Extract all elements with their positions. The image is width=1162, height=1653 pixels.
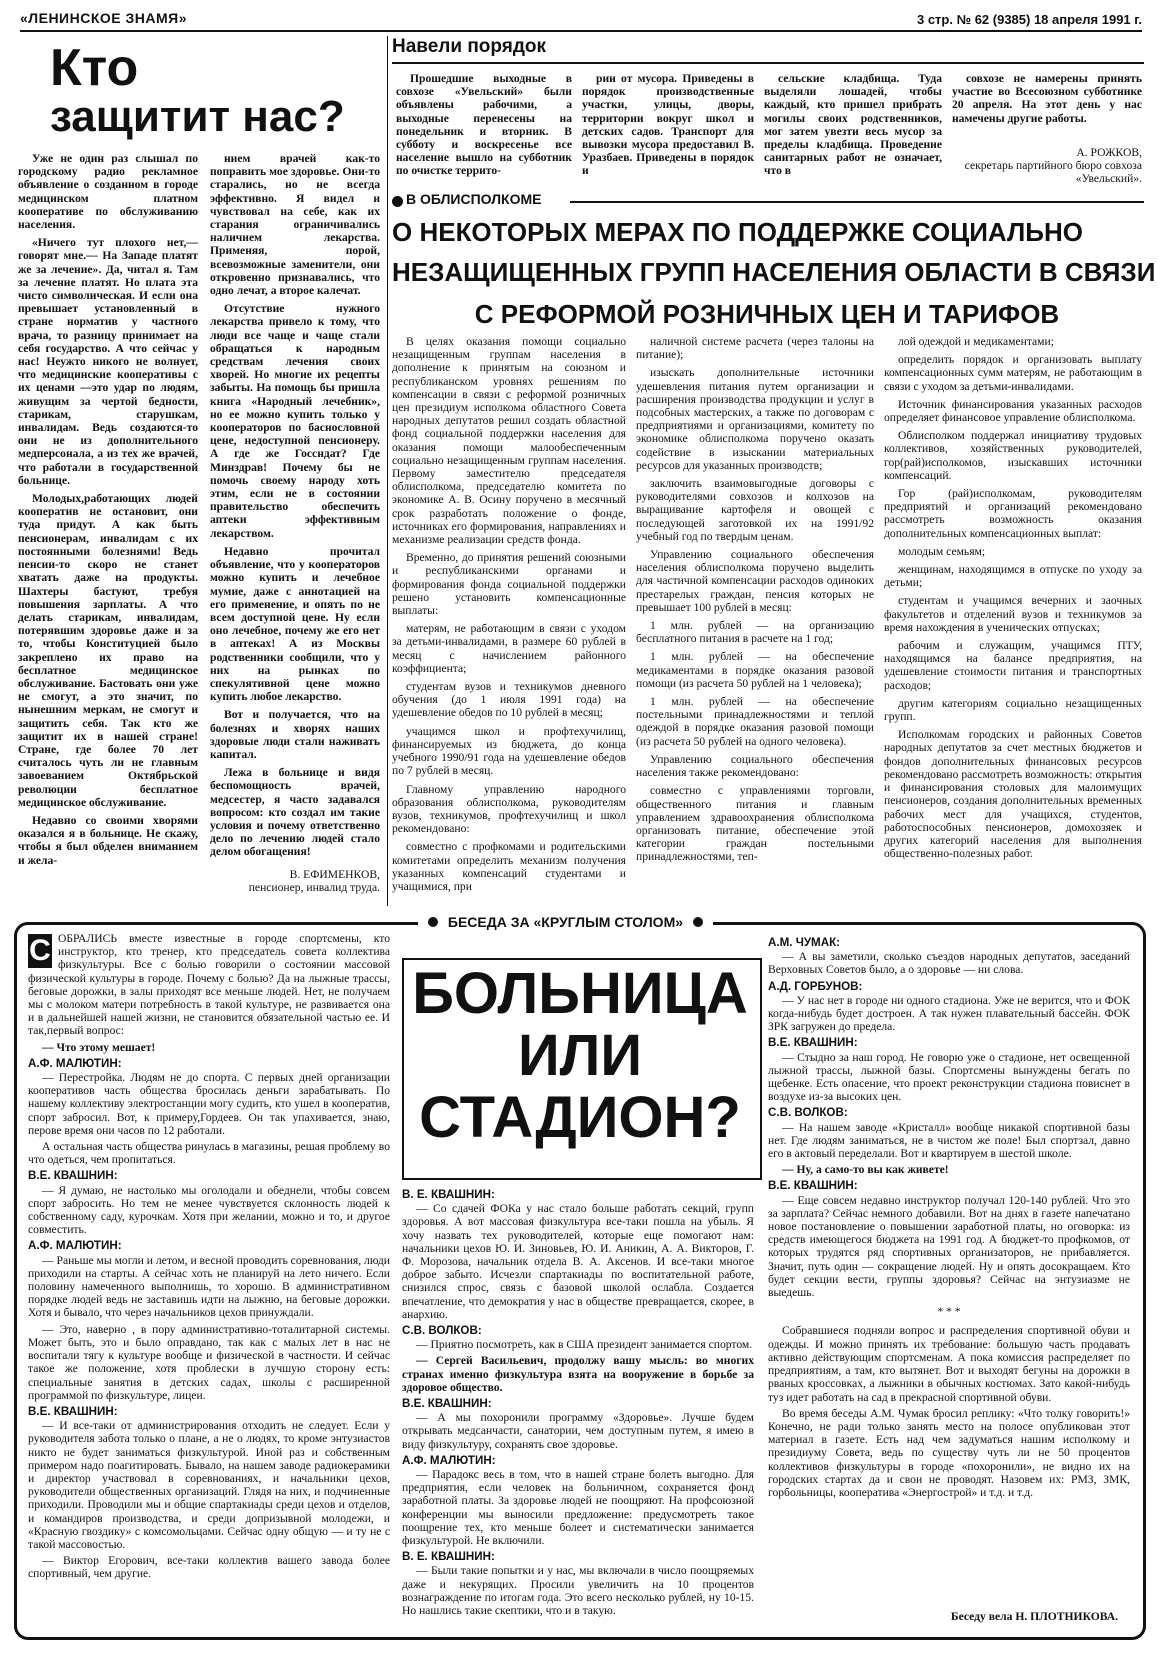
article-measures-title-2: НЕЗАЩИЩЕННЫХ ГРУПП НАСЕЛЕНИЯ ОБЛАСТИ В СВЯЗИ: [392, 257, 1156, 287]
paragraph: Молодых,работающих людей кооператив не остановит, они туда придут. А как быть пенсионерам, инвалидам с их постоянными болезнями! Ведь пенсии-то скоро не станет хватать даже на продукты. Шахтеры бастуют, требуя повышения зарплаты. А что делать старикам, инвалидам, потерявшим здоровье даже и за то, чтобы Конституцией было закреплено их право на бесплатное медицинское обслуживание. Бастовать они уже не смогут, а это значит, по нынешним меркам, не смогут и защитить себя. Так кто же защитит их в нашей стране! Стране, где более 70 лет считалось чуть ли не главным завоеванием Октябрьской революции бесплатное медицинское обслуживание.: [18, 492, 198, 809]
paragraph: — А мы похоронили программу «Здоровье». Лучше будем открывать медсанчасти, санатории, чем доступным путем, я имею в виду физкультуру, сохранять свое здоровье.: [402, 1411, 754, 1451]
author-name: А. РОЖКОВ,: [1076, 146, 1142, 159]
paragraph: — Перестройка. Людям не до спорта. С первых дней организации кооперативов часть общества бросилась деньги зарабатывать. По нашему коллективу электростанции могу судить, кто ушел в кооператив, спорт забросил. Вот, к примеру,Гордеев. Он так упахивается, знаю, перове время они часов по 12 работали.: [28, 1071, 390, 1137]
paragraph: 1 млн. рублей — на обеспечение постельными принадлежностями и теплой одеждой в порядке оказания разовой помощи (из расчета 50 рублей на одного человека).: [636, 695, 874, 748]
speaker-name: В. Е. КВАШНИН:: [402, 1550, 495, 1564]
masthead-issue-info: 3 стр. № 62 (9385) 18 апреля 1991 г.: [916, 12, 1142, 27]
article-order-title: Навели порядок: [392, 36, 547, 57]
article-order-col2: [582, 72, 754, 184]
speaker-name: А.Ф. МАЛЮТИН:: [28, 1239, 122, 1253]
paragraph: совместно с управлениями торговли, общественного питания и главным управлением здравоохранения облисполкома организовать питание, обеспечение этой категории граждан постельными принадлежностями, теп-: [636, 784, 874, 864]
paragraph: 1 млн. рублей — на организацию бесплатного питания в расчете на 1 год;: [636, 619, 874, 646]
paragraph: Недавно прочитал объявление, что у кооператоров можно купить и лечебное мумие, даже с аннотацией на его применение, и опять по не всем доступной цене. Ну если оно лечебное, почему же его нет в аптеках! А из Москвы родственники сообщили, что у них на рынках по спекулятивной цене можно купить любое лекарство.: [210, 544, 380, 704]
paragraph: совместно с профкомами и родительскими комитетами определить механизм получения указанных компенсаций студентами и учащимися, при: [392, 840, 626, 893]
paragraph: изыскать дополнительные источники удешевления питания путем организации и расширения производства продукции и услуг в подсобных мастерских, а также по договорам с предприятиями и организациями, комитету по экономике облисполкома поручено оказать содействие в изыскании материальных ресурсов для указанных производств;: [636, 366, 874, 472]
paragraph: — Еще совсем недавно инструктор получал 120-140 рублей. Что это за зарплата? Сейчас немного добавили. Вот на днях в газете напечатано новое постановление о повышении заработной платы, но оговорка: из средств имеющегося бюджета на 1991 год. А бюджет-то профкомов, от которых трудятся ряд спортивных организаторов, не прибавляется. Значит, путь один — сокращение людей. Ну и опять досокращаем. Кто будет секции вести, группы здоровья? Сейчас на энтузиазме не выедешь.: [768, 1193, 1130, 1300]
article-measures-title-1: О НЕКОТОРЫХ МЕРАХ ПО ПОДДЕРЖКЕ СОЦИАЛЬНО: [392, 217, 1083, 247]
paragraph: [28, 932, 390, 1038]
roundtable-col2: [402, 1186, 754, 1622]
article-protect-title-1: Кто: [50, 39, 139, 97]
paragraph: — Виктор Егорович, все-таки коллектив вашего завода более спортивный, чем другие.: [28, 1554, 390, 1581]
paragraph: наличной системе расчета (через талоны на питание);: [636, 335, 874, 362]
paragraph: Во время беседы А.М. Чумак бросил реплику: «Что толку говорить!» Конечно, не ради только занять место на полосе опубликован этот материал в газете. Есть над чем задуматься нашим исполкому и президиуму Совета, ведь по существу чуть ли не 50 процентов коллективов физкультуры в городе «похоронили», не видно их на городских стартах да и свои не проводят. Назовем их: РМЗ, ЗМК, горбольницы, кооператива «Энергострой» и т.д. и т.д.: [768, 1406, 1130, 1499]
masthead-rule: [20, 30, 1142, 32]
paragraph: молодым семьям;: [898, 544, 986, 558]
paragraph: Исполкомам городских и районных Советов народных депутатов за счет местных бюджетов и фондов дополнительных финансовых ресурсов рекомендовано рассмотреть возможность: открытия и финансирования столовых для малоимущих пенсионеров, создания дополнительных временных рабочих мест для учащихся, студентов, работоспособных пенсионеров, домохозяек и других категорий населения для выполнения общественно-полезных работ.: [884, 728, 1142, 861]
roundtable-col3: [768, 934, 1130, 1606]
speaker-name: В.Е. КВАШНИН:: [402, 1397, 492, 1411]
paragraph: В целях оказания помощи социально незащищенным группам населения в дополнение к принятым на союзном и республиканском уровнях решениям по компенсации в связи с реформой розничных цен президиум исполкома областного Совета народных депутатов решил создать областной фонд социальной поддержки населения для оказания помощи малообеспеченным социально незащищенным группам населения. Первому заместителю председателя облисполкома, председателю комитета по экономике А. В. Осину поручено в месячный срок разработать положение о фонде, источниках его формирования, направлениях и механизме реализации средств фонда.: [392, 335, 626, 547]
paragraph: рабочим и служащим, учащимся ПТУ, находящимся на балансе предприятия, на удешевление стоимости питания и транспортных расходов;: [884, 639, 1142, 692]
article-measures-col3: [884, 335, 1142, 935]
speaker-name: С.В. ВОЛКОВ:: [402, 1324, 482, 1338]
paragraph: рии от мусора. Приведены в порядок производственные участки, улицы, дворы, территории вокруг школ и детских садов. Транспорт для вывозки мусора предоставил В. Уразбаев. Приведены в порядок и: [582, 72, 754, 178]
roundtable-title-2: ИЛИ: [517, 1023, 643, 1088]
dropcap-paragraph-text: ОБРАЛИСЬ вместе известные в городе спортсмены, кто инструктор, кто тренер, кто председатель совета коллектива физкультуры. Все с болью говорили о состоянии массовой физической культуры в городе. Почему с болью? Да на лыжные трассы, беговые дорожки, в залы приходят все меньше людей. Нет, не получаем мы с молоком матери потребность в такой культуре, не развивается она и в дальнейшей нашей жизни, не становится обязательной частью ее. И так,первый вопрос:: [28, 932, 390, 1038]
paragraph: другим категориям социально незащищенных групп.: [884, 696, 1142, 724]
paragraph: Собравшиеся подняли вопрос и распределения спортивной обуви и одежды. И можно принять их требование: большую часть продавать активно действующим спортсменам. А пока комиссия распределяет по предприятиям, а там, кто вытянет. Вот и выходят бегуны на дорожки в рваных кроссовках, а лыжники в обычных костюмах. Зато какой-нибудь туз идет работать на сад в прекрасной спортивной обуви.: [768, 1324, 1130, 1404]
article-protect-col2: [210, 152, 380, 864]
author-role: секретарь партийного бюро совхоза «Увельский».: [964, 159, 1142, 186]
article-order-signature: [952, 146, 1142, 186]
paragraph: женщинам, находящимся в отпуске по уходу за детьми;: [884, 563, 1142, 590]
paragraph: Облисполком поддержал инициативу трудовых коллективов, хозяйственных руководителей, гор(рай)исполкомов, изыскавших источники компенсаций.: [884, 429, 1142, 482]
speaker-name: А.Ф. МАЛЮТИН:: [402, 1453, 496, 1467]
rubric-bullet-icon: [428, 917, 438, 927]
paragraph: учащимся школ и профтехучилищ, финансируемых из бюджета, до конца учебного 1990/91 года на удешевление обедов по 7 рублей в месяц.: [392, 724, 626, 778]
paragraph: сельские кладбища. Туда выделяли лошадей, чтобы каждый, кто пришел прибрать могилы своих родственников, мог затем увезти весь мусор за пределы кладбища. Проведение санитарных работ не означает, что в: [764, 72, 942, 178]
roundtable-title-3: СТАДИОН?: [419, 1085, 741, 1150]
moderator-question: — Что этому мешает!: [42, 1040, 156, 1054]
roundtable-col1: [28, 932, 390, 1622]
roundtable-title-1: БОЛЬНИЦА: [412, 961, 748, 1026]
paragraph: — И все-таки от администрирования отходить не следует. Если у руководителя забота только о плане, а не о людях, то кроме энтузиастов никто не будет заниматься физкультурой. Иной раз и собственным примером надо поагитировать. Бывало, на нашем заводе радиокерамики и директор участвовал в соревнованиях, и начальники цехов, руководители общественных организаций. Глядя на них, и подчиненные приходили. Проводили мы и общие спартакиады среди цехов и отделов, и командиров производства, и среди допризывной молодежи, и «Красную гвоздику» с комсомольцами. Сейчас одну общую — и ту не с такой массовостью.: [28, 1419, 390, 1551]
paragraph: — У нас нет в городе ни одного стадиона. Уже не верится, что и ФОК когда-нибудь будет достроен. А так нужен плавательный бассейн. ФОК ЗРК загружен до предела.: [768, 993, 1130, 1034]
paragraph: — Это, наверно , в пору административно-тоталитарной системы. Может быть, это и было оправдано, так как с малых лет в нас не воспитали тягу к культуре вообще и физической в частности. И сейчас такое же положение, хотя проблески в лучшую сторону есть: специальные занятия в детских садах, школы с расширенной программой по физкультуре, лицеи.: [28, 1322, 390, 1402]
section-separator: * * *: [937, 1305, 961, 1319]
article-order-box-top: [392, 62, 1144, 64]
speaker-name: А.М. ЧУМАК:: [768, 936, 841, 949]
paragraph: нием врачей как-то поправить мое здоровье. Они-то старались, но не всегда эффективно. Я видел и чувствовал на себе, как их старания ограничивались наличием лекарства. Применяя, порой, всевозможные заменители, они откровенно признавались, что одно лечат, а второе калечат.: [210, 152, 380, 298]
paragraph: А остальная часть общества ринулась в магазины, решая проблему во что одеться, чем пропитаться.: [28, 1140, 390, 1167]
paragraph: студентам вузов и техникумов дневного обучения (до 1 июля 1991 года) на удешевление обедов по 10 рублей в месяц;: [392, 680, 626, 720]
speaker-name: В.Е. КВАШНИН:: [768, 1036, 858, 1050]
masthead-paper-name: «ЛЕНИНСКОЕ ЗНАМЯ»: [20, 10, 188, 26]
article-order-col4: [952, 72, 1142, 144]
roundtable-rubric-wrap: [418, 912, 713, 932]
speaker-name: С.В. ВОЛКОВ:: [768, 1106, 848, 1120]
paragraph: — А вы заметили, сколько съездов народных депутатов, заседаний Верховных Советов было, а о здоровье — ни слова.: [768, 950, 1130, 977]
paragraph: — Со сдачей ФОКа у нас стало больше работать секций, групп здоровья. А вот массовая физкультура все-таки пошла на убыль. Я хочу назвать тех руководителей, которые еще помогают нам: начальники цехов Ю. И. Зиновьев, Ю. И. Аникин, А. А. Викторов, Г. Ф. Морозова, начальник отдела В. А. Аксенов. И все-таки многое доброе забыто. Исчезли спартакиады по воспитательной работе, снизился спрос, связь с базовой школой ослабла. Создается впечатление, что демократия у нас в обществе превращается, скорее, в анархию.: [402, 1202, 754, 1321]
speaker-name: А.Ф. МАЛЮТИН:: [28, 1056, 122, 1070]
paragraph: Отсутствие нужного лекарства привело к тому, что люди все чаще и чаще стали обращаться к народным средствам лечения своих хворей. Но многие их рецепты забыты. На помощь бы пришла книга «Народный лечебник», но ее можно купить только у кооператоров по баснословной цене, недоступной пенсионеру. А где же Госсндат? Где Минздрав! Почему бы не помочь своему народу хоть этим, если не в состоянии правительство обеспечить аптеки эффективным лекарством.: [210, 302, 380, 540]
paragraph: матерям, не работающим в связи с уходом за детьми-инвалидами, в размере 60 рублей в месяц с начислением районного коэффициента;: [392, 622, 626, 675]
article-measures-rubric: В ОБЛИСПОЛКОМЕ: [406, 191, 542, 207]
paragraph: — Приятно посмотреть, как в США президент занимается спортом.: [416, 1338, 753, 1352]
speaker-name: А.Д. ГОРБУНОВ:: [768, 979, 863, 993]
column-divider: [387, 36, 388, 906]
speaker-name: В.Е. КВАШНИН:: [768, 1179, 858, 1193]
rubric-bullet-icon: [693, 917, 703, 927]
paragraph: — Раньше мы могли и летом, и весной проводить соревнования, люди приходили на старты. А сейчас хоть не планируй на лето ничего. Если половину намеченного выполнишь, то хорошо. В административном порядке людей ведь не заставишь идти на лыжню, на беговые дорожки. Хотя и бывало, что через начальников цехов принуждали.: [28, 1253, 390, 1320]
paragraph: заключить взаимовыгодные договоры с руководителями совхозов и колхозов на выращивание картофеля и овощей с последующей заготовкой их на 1991/92 учебный год по твердым ценам.: [636, 477, 874, 543]
article-measures-title-3: С РЕФОРМОЙ РОЗНИЧНЫХ ЦЕН И ТАРИФОВ: [474, 299, 1060, 329]
roundtable-signature: Беседу вела Н. ПЛОТНИКОВА.: [950, 1610, 1118, 1623]
paragraph: — Парадокс весь в том, что в нашей стране болеть выгодно. Для предприятия, если человек на больничном, сохраняется фонд заработной платы. За здоровье людей не поощряют. На профсоюзной конференции мы выносили предложение: предусмотреть такое поощрение тех, кто меньше болеет и систематически занимается физкультурой. Не включили.: [402, 1468, 754, 1548]
paragraph: Главному управлению народного образования облисполкома, руководителям вузов, техникумов, профтехучилищ и школ рекомендовано:: [392, 782, 626, 836]
paragraph: Управлению социального обеспечения населения также рекомендовано:: [636, 752, 874, 780]
author-name: В. ЕФИМЕНКОВ,: [289, 868, 380, 881]
article-protect-col1: [18, 152, 198, 904]
paragraph: студентам и учащимся вечерних и заочных факультетов и отделений вузов и техникумов за время нахождения в ученических отпусках;: [884, 594, 1142, 634]
paragraph: Прошедшие выходные в совхозе «Увельский» были объявлены рабочими, а выходные перенесены на понедельник и вторник. В субботу и воскресенье все население вышло на субботник по очистке террито-: [396, 72, 572, 178]
article-measures-col2: [636, 335, 874, 895]
paragraph: — На нашем заводе «Кристалл» вообще никакой спортивной базы нет. Где людям заниматься, не в чистом же поле! Был спортзал, давно его в актовый переделали. Вот и квартируем в шестой школе.: [768, 1120, 1130, 1161]
article-order-col1: [396, 72, 572, 184]
article-measures-col1: [392, 335, 626, 895]
paragraph: Гор (рай)исполкомам, руководителям предприятий и организаций рекомендовано рассмотреть возможность оказания дополнительных компенсационных выплат:: [884, 487, 1142, 540]
paragraph: «Ничего тут плохого нет,— говорят мне.— На Западе платят же за лечение». Да, читал я. Там за лечение платят. Но плата эта чисто символическая. И если она превышает установленный в стране норматив у частного врача, то разницу принимает на себя государство. А что сейчас у нас! Неужто никого не волнует, что медицинские кооперативы с их ценами —это удар по людям, живущим за чертой бедности, старикам, старушкам, инвалидам. Ведь создаются-то они не из дополнительного медперсонала, а из тех же врачей, что работали в государственной больнице.: [18, 236, 198, 487]
paragraph: Управлению социального обеспечения населения облисполкома поручено выделить для частичной компенсации расходов одиноких престарелых граждан, пенсия которых не превышает 100 рублей в месяц:: [636, 548, 874, 614]
paragraph: Уже не один раз слышал по городскому радио рекламное объявление о созданном в городе медицинском платном кооперативе по обслуживанию населения.: [18, 152, 198, 232]
article-protect-signature: [210, 868, 380, 900]
paragraph: — Я думаю, не настолько мы оголодали и обеднели, чтобы совсем спорт забросить. Но тем не менее чувствуется склонность людей к собственному саду, курочкам. Хотя при желании, можно и то, и другое совместить.: [28, 1183, 390, 1237]
author-role: пенсионер, инвалид труда.: [248, 881, 380, 895]
paragraph: Временно, до принятия решений союзными и республиканскими органами и формирования фонда социальной поддержки решено установить компенсационные выплаты:: [392, 551, 626, 618]
paragraph: Источник финансирования указанных расходов определяет финансовое управление облисполкома.: [884, 397, 1142, 425]
article-protect-title-2: защитит нас?: [50, 92, 345, 141]
paragraph: определить порядок и организовать выплату компенсационных сумм матерям, не работающим в связи с уходом за детьми-инвалидами.: [884, 353, 1142, 393]
paragraph: совхозе не намерены принять участие во Всесоюзном субботнике 20 апреля. На этот день у нас намечены другие работы.: [952, 72, 1142, 125]
paragraph: 1 млн. рублей — на обеспечение медикаментами в порядке оказания разовой помощи (из расчета 50 рублей на 1 человека);: [636, 650, 874, 690]
paragraph: лой одеждой и медикаментами;: [898, 335, 1054, 348]
paragraph: Лежа в больнице и видя беспомощность врачей, медсестер, я часто задавался вопросом: кто создал им такие условия и почему ответственно дело по лечению людей стало делом обогащения!: [210, 766, 380, 859]
rubric-rule: [570, 201, 1144, 203]
paragraph: — Были такие попытки и у нас, мы включали в число поощряемых даже и некурящих. Просили увеличить на 10 процентов вознаграждение по итогам года. Это всего несколько рублей, ну 10-15. Но нашлись такие скептики, что и в такую.: [402, 1564, 754, 1618]
speaker-name: В.Е. КВАШНИН:: [28, 1404, 118, 1418]
paragraph: — Стыдно за наш город. Не говорю уже о стадионе, нет освещенной лыжной трассы, лыжной базы. Спортсмены вынуждены бегать по щебенке. Есть опасение, что проект реконструкции стадиона повиснет в воздухе из-за высоких цен.: [768, 1050, 1130, 1104]
roundtable-rubric: БЕСЕДА ЗА «КРУГЛЫМ СТОЛОМ»: [447, 914, 684, 930]
speaker-name: В. Е. КВАШНИН:: [402, 1188, 495, 1201]
moderator-question: — Сергей Васильевич, продолжу вашу мысль: во многих странах именно физкультура взята на вооружение в борьбе за здоровое общество.: [402, 1354, 754, 1394]
dropcap-letter: С: [29, 934, 51, 967]
rubric-bullet-icon: [392, 196, 403, 207]
paragraph: Вот и получается, что на болезнях и хворях наших здоровые люди стали наживать капитал.: [210, 708, 380, 761]
paragraph: Недавно со своими хворями оказался я в больнице. Не скажу, чтобы я был обделен вниманием и жела-: [18, 813, 198, 867]
article-order-col3: [764, 72, 942, 184]
speaker-name: В.Е. КВАШНИН:: [28, 1169, 118, 1183]
moderator-question: — Ну, а само-то вы как живете!: [782, 1163, 949, 1177]
